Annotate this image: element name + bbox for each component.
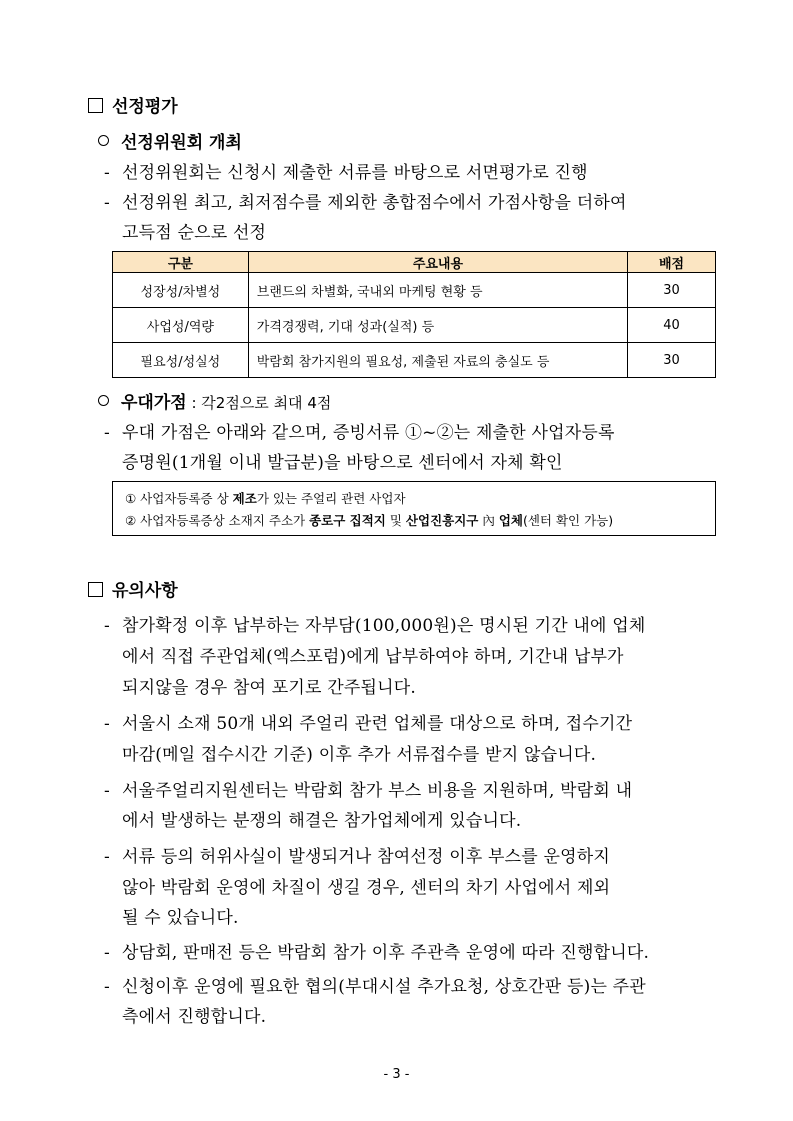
page-number: - 3 - [383, 1067, 410, 1082]
cell-score: 30 [628, 273, 716, 308]
committee-line-1: - 선정위원회는 신청시 제출한 서류를 바탕으로 서면평가로 진행 [104, 163, 588, 183]
committee-line-2: - 선정위원 최고, 최저점수를 제외한 총합점수에서 가점사항을 더하여 [104, 193, 627, 213]
notice-line: 측에서 진행합니다. [122, 1007, 267, 1027]
bonus-line-1: - 우대 가점은 아래와 같으며, 증빙서류 ①~②는 제출한 사업자등록 [104, 423, 615, 443]
notice-line: - 상담회, 판매전 등은 박람회 참가 이후 주관측 운영에 따라 진행합니다. [104, 943, 650, 963]
notice-line: - 참가확정 이후 납부하는 자부담(100,000원)은 명시된 기간 내에 업체 [104, 616, 646, 636]
table-row [113, 273, 716, 308]
subheading-committee: 선정위원회 개최 [98, 128, 242, 153]
section-title-evaluation: 선정평가 [88, 92, 178, 117]
cell-category: 필요성/성실성 [113, 343, 249, 378]
cell-content: 브랜드의 차별화, 국내외 마케팅 현황 등 [248, 273, 627, 308]
subheading-bonus: 우대가점 : 각2점으로 최대 4점 [98, 388, 331, 413]
evaluation-table [112, 251, 716, 378]
notice-line: 에서 직접 주관업체(엑스포럼)에게 납부하여야 하며, 기간내 납부가 [122, 647, 624, 667]
header-category: 구분 [113, 252, 249, 273]
bonus-line-2: 증명원(1개월 이내 발급분)을 바탕으로 센터에서 자체 확인 [122, 453, 563, 473]
cell-content: 박람회 참가지원의 필요성, 제출된 자료의 충실도 등 [248, 343, 627, 378]
table-row [113, 308, 716, 343]
notice-line: - 신청이후 운영에 필요한 협의(부대시설 추가요청, 상호간판 등)는 주관 [104, 977, 646, 997]
table-header-row [113, 252, 716, 273]
cell-score: 40 [628, 308, 716, 343]
bonus-criteria-2: ② 사업자등록증상 소재지 주소가 종로구 집적지 및 산업진흥지구 內 업체(센터 확인 가능) [125, 513, 614, 528]
cell-category: 성장성/차별성 [113, 273, 249, 308]
checkbox-square-icon [88, 98, 103, 113]
cell-category: 사업성/역량 [113, 308, 249, 343]
header-score: 배점 [628, 252, 716, 273]
bonus-criteria-box [112, 481, 716, 536]
notice-line: 마감(메일 접수시간 기준) 이후 추가 서류접수를 받지 않습니다. [122, 745, 597, 765]
section-title-notes: 유의사항 [88, 576, 178, 601]
cell-content: 가격경쟁력, 기대 성과(실적) 등 [248, 308, 627, 343]
table-row [113, 343, 716, 378]
notice-line: - 서울주얼리지원센터는 박람회 참가 부스 비용을 지원하며, 박람회 내 [104, 781, 633, 801]
circle-bullet-icon [98, 395, 109, 406]
notice-line: 에서 발생하는 분쟁의 해결은 참가업체에게 있습니다. [122, 811, 522, 831]
cell-score: 30 [628, 343, 716, 378]
circle-bullet-icon [98, 135, 109, 146]
notice-line: 되지않을 경우 참여 포기로 간주됩니다. [122, 678, 416, 698]
bonus-criteria-1: ① 사업자등록증 상 제조가 있는 주얼리 관련 사업자 [125, 491, 406, 506]
committee-line-3: 고득점 순으로 선정 [122, 223, 267, 243]
header-content: 주요내용 [248, 252, 627, 273]
notice-line: - 서울시 소재 50개 내외 주얼리 관련 업체를 대상으로 하며, 접수기간 [104, 714, 633, 734]
notice-line: 될 수 있습니다. [122, 908, 239, 928]
checkbox-square-icon [88, 582, 103, 597]
notice-line: 않아 박람회 운영에 차질이 생길 경우, 센터의 차기 사업에서 제외 [122, 878, 611, 898]
notice-line: - 서류 등의 허위사실이 발생되거나 참여선정 이후 부스를 운영하지 [104, 847, 611, 867]
